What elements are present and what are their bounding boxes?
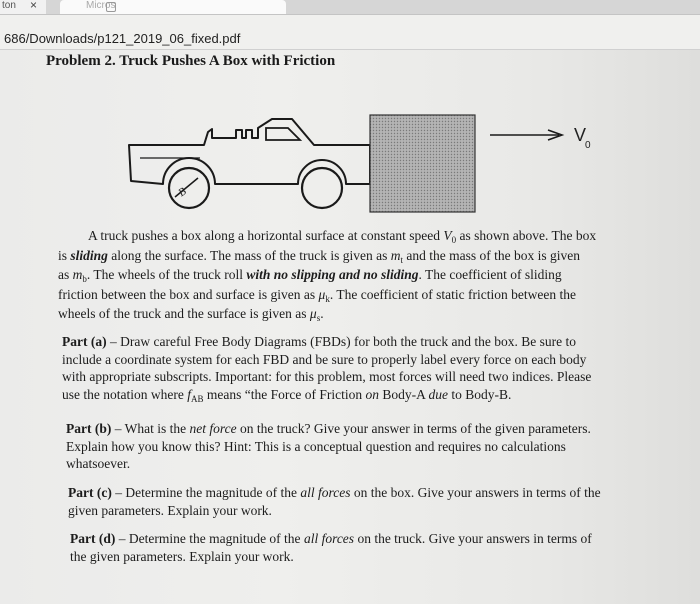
truck-window <box>266 128 300 140</box>
part-c: Part (c) – Determine the magnitude of the all forces on the box. Give your answers in terms of the given parameters. Explain your work. <box>68 485 601 518</box>
rear-wheel <box>169 168 209 208</box>
velocity-label: $V_0$ <box>574 125 591 151</box>
tab-title: ton <box>2 0 16 11</box>
wheel-label: B <box>176 185 189 200</box>
front-wheel <box>302 168 342 208</box>
truck-body <box>129 119 370 184</box>
box <box>370 115 475 212</box>
file-path: 686/Downloads/p121_2019_06_fixed.pdf <box>4 31 241 46</box>
part-d: Part (d) – Determine the magnitude of the all forces on the truck. Give your answers in terms of the given parameters. Explain your work. <box>70 531 592 564</box>
part-b: Part (b) – What is the net force on the truck? Give your answer in terms of the given parameters. Explain how you know this? Hint: This is a conceptual question and requires no calculations whatsoever. <box>66 421 591 471</box>
tab-title-2: Micros <box>86 0 116 11</box>
problem-description: A truck pushes a box along a horizontal surface at constant speed $V_0$ as shown above. The box is sliding along the surface. The mass of the truck is given as $m_t$ and the mass of the box is given as $m_b$. The wheels of the truck roll with no slipping and no sliding. The coefficient of sliding friction between the box and surface is given as $\mu_k$. The coefficient of static friction between the wheels of the truck and the surface is given as $\mu_s$. <box>58 228 597 323</box>
problem-title: Problem 2. Truck Pushes A Box with Friction <box>46 53 336 69</box>
part-a: Part (a) – Draw careful Free Body Diagrams (FBDs) for both the truck and the box. Be sure to include a coordinate system for each FBD and be sure to properly label every force on each body with appropriate subscripts. Important: for this problem, most forces will need two indices. Please use the notation where $f_{AB}$ means “the Force of Friction on Body-A due to Body-B. <box>62 334 592 404</box>
close-tab-icon[interactable]: × <box>30 0 38 12</box>
truck-box-figure <box>0 0 700 220</box>
